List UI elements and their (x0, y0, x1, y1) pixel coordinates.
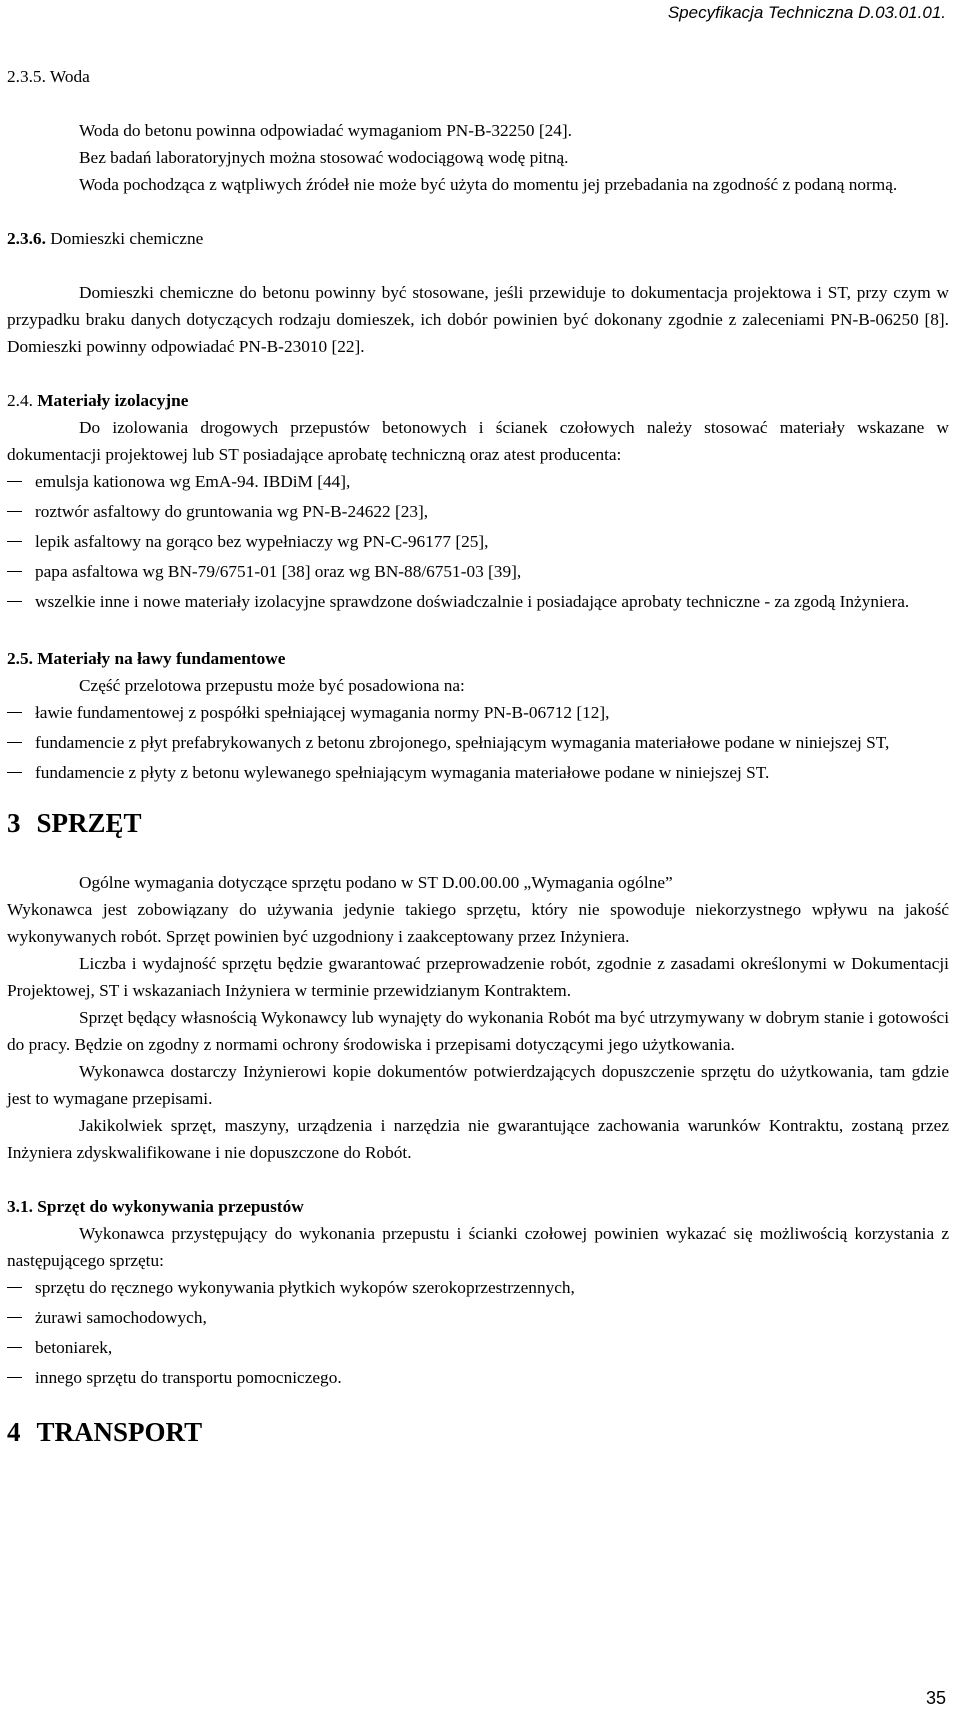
section-2-5-heading: 2.5. Materiały na ławy fundamentowe (7, 649, 286, 668)
list-item: lepik asfaltowy na gorąco bez wypełniaczy wg PN-C-96177 [25], (7, 528, 949, 555)
section-2-3-6-heading: 2.3.6. Domieszki chemiczne (7, 229, 204, 248)
section-3-1-heading: 3.1. Sprzęt do wykonywania przepustów (7, 1197, 304, 1216)
paragraph: Woda do betonu powinna odpowiadać wymaganiom PN-B-32250 [24]. (79, 121, 572, 140)
list-item: roztwór asfaltowy do gruntowania wg PN-B-24622 [23], (7, 498, 949, 525)
paragraph: Jakikolwiek sprzęt, maszyny, urządzenia i narzędzia nie gwarantujące zachowania warunków Kontraktu, zostaną przez Inżyniera zdyskwalifikowane i nie dopuszczone do Robót. (7, 1116, 949, 1162)
paragraph: Część przelotowa przepustu może być posadowiona na: (79, 676, 465, 695)
chapter-3-heading: 3 SPRZĘT (7, 808, 142, 838)
list-item: fundamencie z płyty z betonu wylewanego spełniającym wymagania materiałowe podane w niniejszej ST. (7, 759, 949, 786)
list-item: sprzętu do ręcznego wykonywania płytkich wykopów szerokoprzestrzennych, (7, 1274, 949, 1301)
paragraph: Bez badań laboratoryjnych można stosować wodociągową wodę pitną. (79, 148, 569, 167)
list-item: fundamencie z płyt prefabrykowanych z betonu zbrojonego, spełniającym wymagania materiałowe podane w niniejszej ST, (7, 729, 949, 756)
equipment-list (7, 1274, 949, 1391)
document-body (7, 63, 949, 1450)
paragraph: Sprzęt będący własnością Wykonawcy lub wynajęty do wykonania Robót ma być utrzymywany w dobrym stanie i gotowości do pracy. Będzie on zgodny z normami ochrony środowiska i przepisami dotyczącymi jego użytkowania. (7, 1008, 949, 1054)
paragraph: Ogólne wymagania dotyczące sprzętu podano w ST D.00.00.00 „Wymagania ogólne” (79, 873, 673, 892)
paragraph: Domieszki chemiczne do betonu powinny być stosowane, jeśli przewiduje to dokumentacja projektowa i ST, przy czym w przypadku braku danych dotyczących rodzaju domieszek, ich dobór powinien być dokonany zgodnie z zaleceniami PN-B-06250 [8]. Domieszki powinny odpowiadać PN-B-23010 [22]. (7, 283, 949, 356)
paragraph: Liczba i wydajność sprzętu będzie gwarantować przeprowadzenie robót, zgodnie z zasadami określonymi w Dokumentacji Projektowej, ST i wskazaniach Inżyniera w terminie przewidzianym Kontraktem. (7, 954, 949, 1000)
list-item: ławie fundamentowej z pospółki spełniającej wymagania normy PN-B-06712 [12], (7, 699, 949, 726)
list-item: żurawi samochodowych, (7, 1304, 949, 1331)
list-item: emulsja kationowa wg EmA-94. IBDiM [44], (7, 468, 949, 495)
paragraph: Wykonawca dostarczy Inżynierowi kopie dokumentów potwierdzających dopuszczenie sprzętu do użytkowania, tam gdzie jest to wymagane przepisami. (7, 1062, 949, 1108)
paragraph: Wykonawca przystępujący do wykonania przepustu i ścianki czołowej powinien wykazać się możliwością korzystania z następującego sprzętu: (7, 1224, 949, 1270)
foundation-options-list (7, 699, 949, 786)
paragraph: Wykonawca jest zobowiązany do używania jedynie takiego sprzętu, który nie spowoduje niekorzystnego wpływu na jakość wykonywanych robót. Sprzęt powinien być uzgodniony i zaakceptowany przez Inżyniera. (7, 900, 949, 946)
chapter-4-heading: 4 TRANSPORT (7, 1417, 203, 1447)
insulation-materials-list (7, 468, 949, 615)
section-2-3-5-heading: 2.3.5. Woda (7, 67, 90, 86)
section-2-4-heading: 2.4. Materiały izolacyjne (7, 391, 189, 410)
paragraph: Do izolowania drogowych przepustów betonowych i ścianek czołowych należy stosować materiały wskazane w dokumentacji projektowej lub ST posiadające aprobatę techniczną oraz atest producenta: (7, 418, 949, 464)
paragraph: Woda pochodząca z wątpliwych źródeł nie może być użyta do momentu jej przebadania na zgodność z podaną normą. (79, 175, 898, 194)
list-item: innego sprzętu do transportu pomocniczego. (7, 1364, 949, 1391)
list-item: wszelkie inne i nowe materiały izolacyjne sprawdzone doświadczalnie i posiadające aprobaty techniczne - za zgodą Inżyniera. (7, 588, 949, 615)
list-item: papa asfaltowa wg BN-79/6751-01 [38] oraz wg BN-88/6751-03 [39], (7, 558, 949, 585)
running-header: Specyfikacja Techniczna D.03.01.01. (667, 3, 946, 22)
page-number: 35 (925, 1688, 946, 1708)
list-item: betoniarek, (7, 1334, 949, 1361)
